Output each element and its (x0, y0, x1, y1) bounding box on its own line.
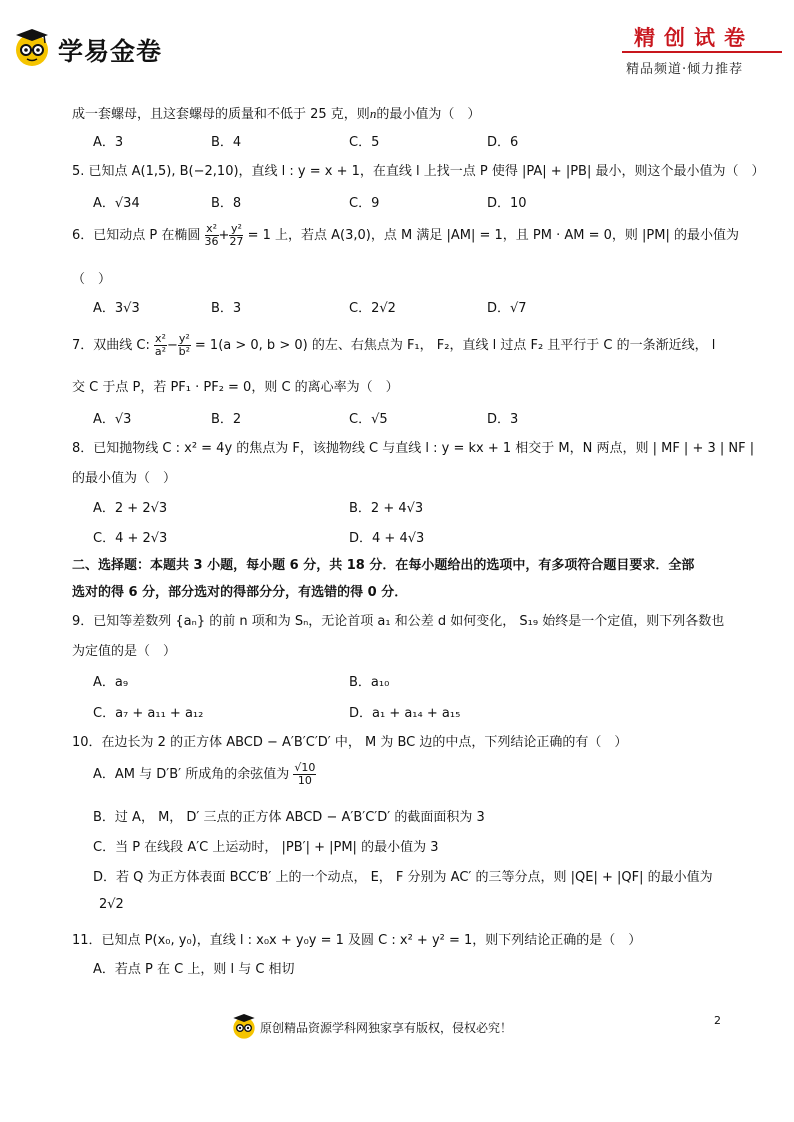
q9-option-c: C．a₇ + a₁₁ + a₁₂ (93, 706, 204, 721)
q6-option-a: A．3√3 (93, 301, 140, 316)
q6-option-c: C．2√2 (349, 301, 396, 316)
q6-option-b: B．3 (211, 301, 242, 316)
q9-option-d: D．a₁ + a₁₄ + a₁₅ (349, 706, 461, 721)
q4-option-c: C．5 (349, 135, 380, 150)
q10-option-d-tail: 2√2 (99, 897, 124, 912)
q7-option-c: C．√5 (349, 412, 388, 427)
q7-option-a: A．√3 (93, 412, 132, 427)
q11-option-a: A．若点 P 在 C 上，则 l 与 C 相切 (93, 962, 295, 977)
copyright-notice: 原创精品资源学科网独家享有版权，侵权必究！ (260, 1021, 513, 1035)
logo-text: 学易金卷 (58, 37, 163, 66)
q7-stem: 7．双曲线 C: $\frac{\text{x²}}{\text{a²}}$ − $\frac{\text{y²}}{\text{b²}}$ = 1(a > 0, b > 0) 的左、右焦点为 F₁， F₂，直线 l 过点 F₂ 且平行于 C 的一条渐近线， l (72, 332, 716, 358)
q5-stem: 5. 已知点 A(1,5), B(−2,10)，直线 l : y = x + 1，在直线 l 上找一点 P 使得 |PA| + |PB| 最小，则这个最小值为（ ） (72, 164, 765, 179)
q7-option-d: D．3 (487, 412, 519, 427)
q6-stem-tail: （ ） (72, 272, 112, 287)
cosine-fraction: $\frac{√10}{10}$ (294, 761, 316, 787)
q8-option-a: A．2 + 2√3 (93, 501, 168, 516)
ellipse-term-x: $\frac{\text{x²}}{36}$ (204, 222, 219, 248)
q8-option-b: B．2 + 4√3 (349, 501, 424, 516)
q5-option-a: A．√34 (93, 196, 140, 211)
mascot-graduate-icon (230, 1012, 258, 1040)
q5-option-c: C．9 (349, 196, 380, 211)
page-number: 2 (714, 1014, 721, 1027)
brand-tagline: 精品频道·倾力推荐 (626, 62, 744, 77)
q10-option-d: D．若 Q 为正方体表面 BCC′B′ 上的一个动点， E， F 分别为 AC′ 的三等分点，则 |QE| + |QF| 的最小值为 (93, 870, 713, 885)
q8-option-d: D．4 + 4√3 (349, 531, 425, 546)
q8-option-c: C．4 + 2√3 (93, 531, 168, 546)
hyperbola-term-x: $\frac{\text{x²}}{\text{a²}}$ (154, 332, 167, 358)
section2-heading-line2: 选对的得 6 分，部分选对的得部分分，有选错的得 0 分． (72, 585, 408, 600)
q10-option-b: B．过 A， M， D′ 三点的正方体 ABCD − A′B′C′D′ 的截面面积为 3 (93, 810, 485, 825)
hyperbola-term-y: $\frac{\text{y²}}{\text{b²}}$ (178, 332, 190, 358)
q10-option-a: A．AM 与 D′B′ 所成角的余弦值为 $\frac{√10}{10}$ (93, 761, 316, 787)
q5-option-d: D．10 (487, 196, 527, 211)
q10-option-c: C．当 P 在线段 A′C 上运动时， |PB′| + |PM| 的最小值为 3 (93, 840, 439, 855)
q7-option-b: B．2 (211, 412, 242, 427)
q6-option-d: D．√7 (487, 301, 527, 316)
ellipse-term-y: $\frac{\text{y²}}{27}$ (229, 222, 244, 248)
section2-heading-line1: 二、选择题：本题共 3 小题，每小题 6 分，共 18 分．在每小题给出的选项中，有多项符合题目要求．全部 (72, 558, 695, 573)
q4-option-b: B．4 (211, 135, 242, 150)
brand-divider (622, 51, 782, 53)
q9-option-b: B．a₁₀ (349, 675, 390, 690)
q7-stem-line2: 交 C 于点 P，若 PF₁ · PF₂ = 0，则 C 的离心率为（ ） (72, 380, 399, 395)
q8-stem: 8．已知抛物线 C : x² = 4y 的焦点为 F，该抛物线 C 与直线 l : y = kx + 1 相交于 M，N 两点，则 | MF | + 3 | NF | (72, 441, 755, 456)
q10-stem: 10．在边长为 2 的正方体 ABCD − A′B′C′D′ 中， M 为 BC 边的中点，下列结论正确的有（ ） (72, 735, 628, 750)
q5-option-b: B．8 (211, 196, 242, 211)
header-logo (12, 26, 212, 72)
q9-stem-line2: 为定值的是（ ） (72, 644, 177, 659)
q11-stem: 11．已知点 P(x₀, y₀)，直线 l : x₀x + y₀y = 1 及圆 C : x² + y² = 1，则下列结论正确的是（ ） (72, 933, 642, 948)
q9-stem: 9．已知等差数列 {aₙ} 的前 n 项和为 Sₙ，无论首项 a₁ 和公差 d 如何变化， S₁₉ 始终是一个定值，则下列各数也 (72, 614, 725, 629)
q4-option-d: D．6 (487, 135, 519, 150)
q6-stem: 6．已知动点 P 在椭圆 $\frac{\text{x²}}{36}$ + $\frac{\text{y²}}{27}$ = 1 上，若点 A(3,0)，点 M 满足 |AM| = 1，且 PM · AM = 0，则 |PM| 的最小值为 (72, 222, 739, 248)
brand-block (622, 20, 782, 80)
q9-option-a: A．a₉ (93, 675, 129, 690)
mascot-graduate-icon (12, 26, 52, 68)
q4-continuation: 成一套螺母，且这套螺母的质量和不低于 25 克，则n的最小值为（ ） (72, 106, 481, 122)
footer (230, 1012, 570, 1042)
q8-stem-line2: 的最小值为（ ） (72, 471, 177, 486)
q4-option-a: A．3 (93, 135, 124, 150)
brand-title: 精创试卷 (634, 25, 754, 50)
